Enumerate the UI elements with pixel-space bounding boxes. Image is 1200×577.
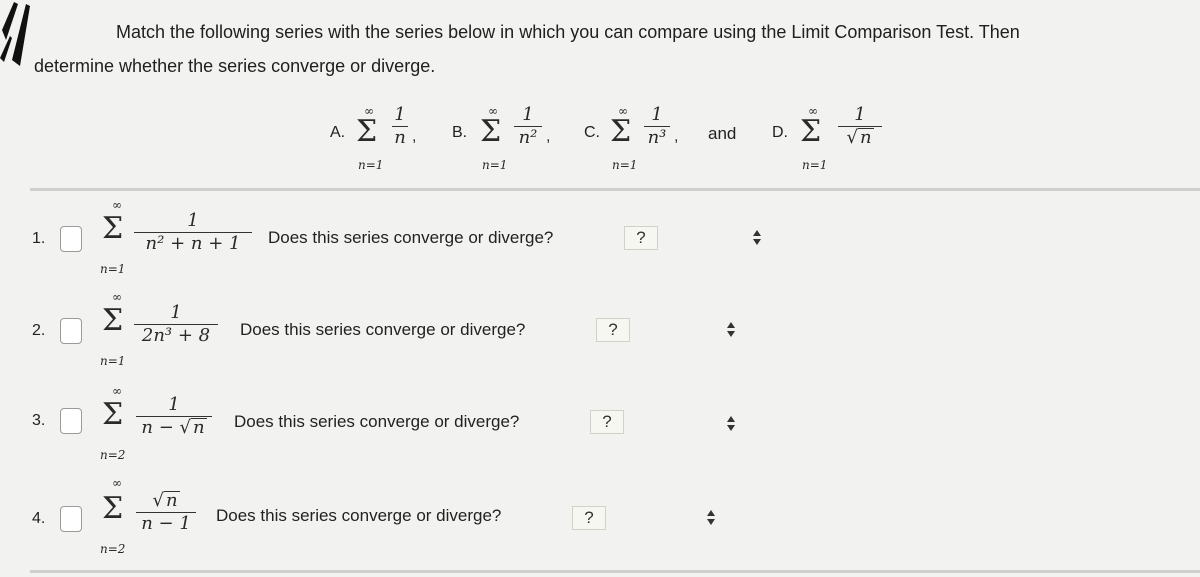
converge-select[interactable]: ? (590, 410, 624, 434)
sum-upper-limit: ∞ (364, 104, 374, 118)
converge-prompt: Does this series converge or diverge? (268, 228, 554, 247)
question-number: 1. (32, 230, 46, 247)
converge-select[interactable]: ? (624, 226, 658, 250)
option-fraction: 1 n (392, 104, 408, 149)
sigma-symbol: Σ (610, 114, 632, 149)
option-label: A. (330, 124, 346, 141)
sum-upper-limit: ∞ (488, 104, 498, 118)
sum-upper-limit: ∞ (808, 104, 818, 118)
match-checkbox[interactable] (60, 318, 82, 344)
sum-upper-limit: ∞ (618, 104, 628, 118)
instructions-line-1: Match the following series with the series below in which you can compare using the Limit Comparison Test. Then (116, 22, 1020, 42)
instructions-line-2: determine whether the series converge or diverge. (34, 56, 436, 76)
option-label: B. (452, 124, 468, 141)
sigma-symbol: Σ (480, 114, 502, 149)
select-arrows-icon[interactable] (724, 414, 738, 434)
converge-prompt: Does this series converge or diverge? (216, 506, 502, 525)
divider-bottom (30, 570, 1200, 573)
series-fraction: √ n n − 1 (136, 490, 196, 535)
series-fraction: 1 n² + n + 1 (134, 210, 252, 255)
sigma-symbol: Σ (800, 114, 822, 149)
select-arrows-icon[interactable] (750, 228, 764, 248)
divider-top (30, 188, 1200, 191)
option-label: D. (772, 124, 788, 141)
converge-select[interactable]: ? (572, 506, 606, 530)
converge-prompt: Does this series converge or diverge? (234, 412, 520, 431)
sum-lower-limit: n=1 (100, 262, 126, 276)
option-comma: , (674, 128, 679, 145)
sum-upper-limit: ∞ (112, 476, 122, 490)
sigma-symbol: Σ (102, 397, 124, 432)
converge-select[interactable]: ? (596, 318, 630, 342)
sum-upper-limit: ∞ (112, 384, 122, 398)
sum-lower-limit: n=1 (802, 158, 828, 172)
and-word: and (708, 124, 737, 143)
option-comma: , (546, 128, 551, 145)
select-arrows-icon[interactable] (724, 320, 738, 340)
option-fraction: 1 n² (514, 104, 542, 149)
match-checkbox[interactable] (60, 408, 82, 434)
match-checkbox[interactable] (60, 226, 82, 252)
question-number: 2. (32, 322, 46, 339)
sum-lower-limit: n=2 (100, 448, 126, 462)
option-fraction: 1 √ n (838, 104, 882, 149)
sigma-symbol: Σ (102, 491, 124, 526)
match-checkbox[interactable] (60, 506, 82, 532)
sum-upper-limit: ∞ (112, 198, 122, 212)
converge-prompt: Does this series converge or diverge? (240, 320, 526, 339)
sigma-symbol: Σ (356, 114, 378, 149)
sum-lower-limit: n=2 (100, 542, 126, 556)
sum-upper-limit: ∞ (112, 290, 122, 304)
select-arrows-icon[interactable] (704, 508, 718, 528)
option-fraction: 1 n³ (644, 104, 670, 149)
question-number: 4. (32, 510, 46, 527)
sum-lower-limit: n=1 (358, 158, 384, 172)
question-number: 3. (32, 412, 46, 429)
series-fraction: 1 2n³ + 8 (134, 302, 218, 347)
option-label: C. (584, 124, 600, 141)
sum-lower-limit: n=1 (100, 354, 126, 368)
sigma-symbol: Σ (102, 211, 124, 246)
series-fraction: 1 n − √ n (136, 394, 212, 439)
option-comma: , (412, 128, 417, 145)
sigma-symbol: Σ (102, 303, 124, 338)
sum-lower-limit: n=1 (482, 158, 508, 172)
sum-lower-limit: n=1 (612, 158, 638, 172)
